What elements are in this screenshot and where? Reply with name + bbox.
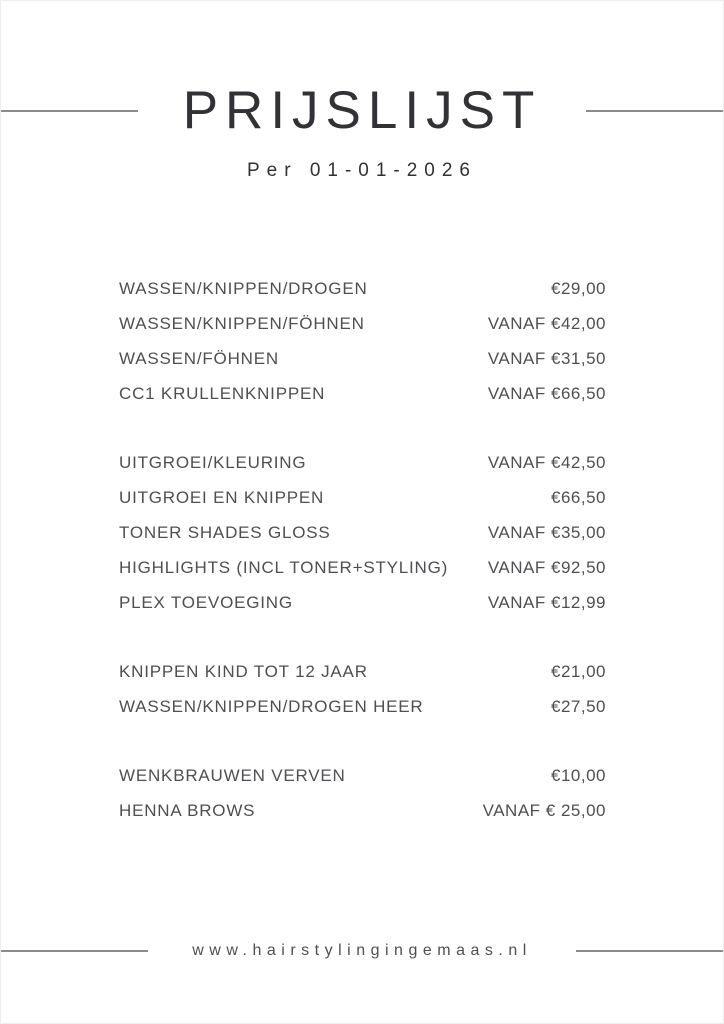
price-row	[119, 758, 606, 793]
page-title: PRIJSLIJST	[182, 81, 542, 140]
price-row	[119, 480, 606, 515]
title-left-divider-line	[1, 110, 138, 112]
service-price: €66,50	[551, 487, 606, 507]
footer-left-divider-line	[1, 950, 148, 952]
price-row	[119, 341, 606, 376]
price-section	[119, 758, 606, 828]
price-row	[119, 445, 606, 480]
price-row	[119, 654, 606, 689]
price-section	[119, 271, 606, 411]
price-section	[119, 445, 606, 620]
price-section	[119, 654, 606, 724]
service-price: €27,50	[551, 696, 606, 716]
title-band	[1, 81, 723, 140]
service-label: UITGROEI EN KNIPPEN	[119, 487, 325, 507]
service-price: VANAF €31,50	[487, 348, 606, 368]
service-price: VANAF €42,00	[487, 313, 606, 333]
price-row	[119, 793, 606, 828]
price-row	[119, 306, 606, 341]
service-label: CC1 KRULLENKNIPPEN	[119, 383, 326, 403]
effective-date-subtitle: Per 01-01-2026	[246, 160, 478, 181]
service-label: HIGHLIGHTS (INCL TONER+STYLING)	[119, 557, 449, 577]
service-label: WENKBRAUWEN VERVEN	[119, 765, 346, 785]
service-label: KNIPPEN KIND TOT 12 JAAR	[119, 661, 368, 681]
price-row	[119, 515, 606, 550]
price-row	[119, 550, 606, 585]
service-label: UITGROEI/KLEURING	[119, 452, 307, 472]
price-row	[119, 585, 606, 620]
service-price: VANAF €35,00	[487, 522, 606, 542]
service-label: WASSEN/KNIPPEN/DROGEN HEER	[119, 696, 424, 716]
service-price: €29,00	[551, 278, 606, 298]
title-right-divider-line	[586, 110, 723, 112]
service-label: TONER SHADES GLOSS	[119, 522, 331, 542]
service-price: €21,00	[551, 661, 606, 681]
service-label: HENNA BROWS	[119, 800, 256, 820]
service-label: PLEX TOEVOEGING	[119, 592, 293, 612]
price-list	[119, 271, 606, 828]
service-price: €10,00	[551, 765, 606, 785]
service-price: VANAF €12,99	[487, 592, 606, 612]
service-label: WASSEN/FÖHNEN	[119, 348, 279, 368]
footer-right-divider-line	[576, 950, 723, 952]
website-url: www.hairstylingingemaas.nl	[192, 942, 532, 959]
service-price: VANAF €66,50	[487, 383, 606, 403]
price-row	[119, 689, 606, 724]
service-label: WASSEN/KNIPPEN/FÖHNEN	[119, 313, 365, 333]
price-row	[119, 271, 606, 306]
price-row	[119, 376, 606, 411]
service-price: VANAF €42,50	[487, 452, 606, 472]
service-price: VANAF € 25,00	[482, 800, 606, 820]
footer-band	[1, 939, 723, 963]
service-price: VANAF €92,50	[487, 557, 606, 577]
service-label: WASSEN/KNIPPEN/DROGEN	[119, 278, 368, 298]
